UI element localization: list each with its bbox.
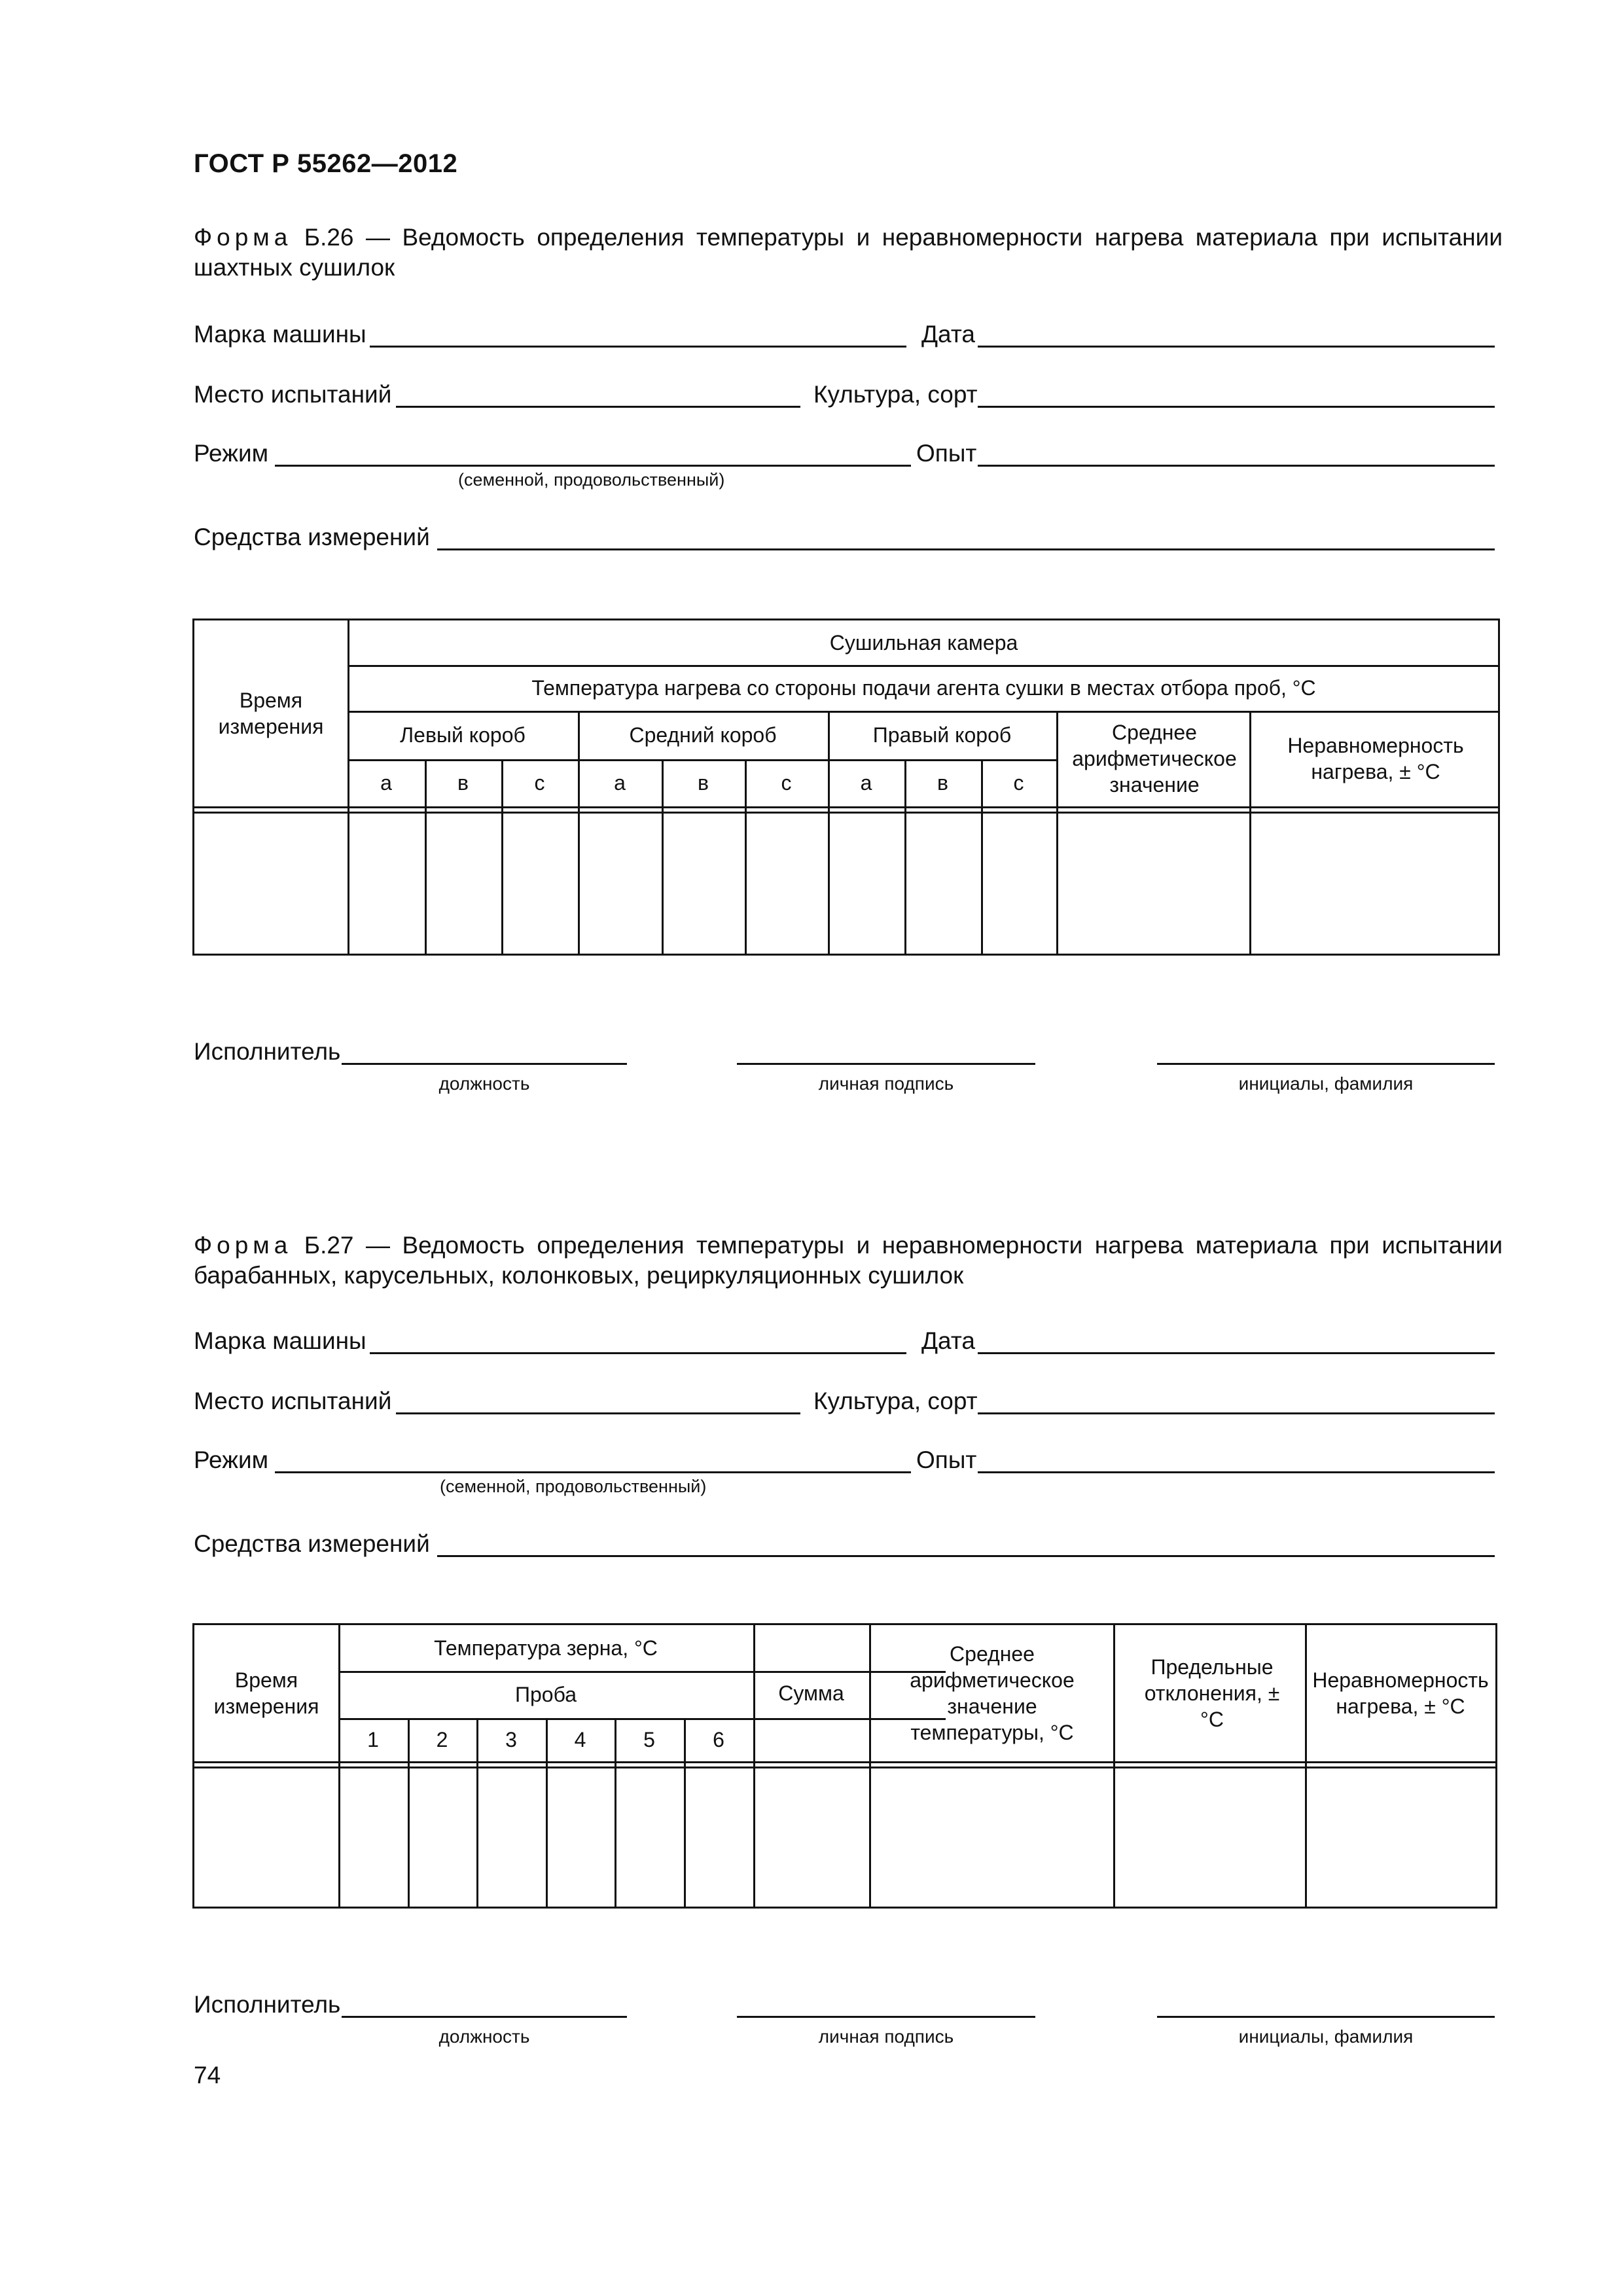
form27-culture-label: Культура, сорт	[813, 1388, 978, 1414]
form27-instruments-field[interactable]	[437, 1555, 1495, 1557]
form27-caption-prefix: Форма	[194, 1232, 293, 1259]
form26-caption	[194, 223, 1503, 283]
form26-place-label: Место испытаний	[194, 381, 392, 408]
form27-date-label: Дата	[921, 1327, 975, 1354]
form27-table-rule	[194, 1761, 1497, 1763]
form26-col-middle-box: Средний короб	[629, 723, 777, 747]
form26-col-right-box: Правый короб	[872, 723, 1012, 747]
form26-position-note: должность	[438, 1073, 530, 1094]
form26-caption-text: Б.26 — Ведомость определения температуры и неравномерности нагрева материала при испытании шахтных сушилок	[194, 224, 1503, 281]
form26-position-field[interactable]	[342, 1063, 627, 1065]
form27-name-note: инициалы, фамилия	[1238, 2026, 1414, 2047]
form27-mode-field[interactable]	[275, 1471, 911, 1473]
form26-col-chamber: Сушильная камера	[829, 631, 1018, 655]
page-number: 74	[194, 2062, 221, 2089]
form26-executor-label: Исполнитель	[194, 1038, 341, 1065]
form26-table	[192, 619, 1500, 956]
form26-sub-c: с	[1013, 771, 1024, 795]
form27-signature-note: личная подпись	[818, 2026, 954, 2047]
form27-place-label: Место испытаний	[194, 1388, 392, 1414]
form26-experiment-label: Опыт	[916, 440, 977, 467]
form27-experiment-field[interactable]	[978, 1471, 1495, 1473]
form26-sub-v: в	[457, 771, 469, 795]
form27-table	[192, 1623, 1497, 1909]
form27-sample-6: 6	[713, 1728, 724, 1751]
form26-instruments-label: Средства измерений	[194, 524, 430, 550]
form26-sub-c: с	[781, 771, 792, 795]
form26-sub-a: а	[380, 771, 392, 795]
form27-sample-3: 3	[505, 1728, 517, 1751]
form27-place-field[interactable]	[396, 1412, 800, 1414]
form26-sub-a: а	[860, 771, 872, 795]
form27-col-average: Среднее арифметическое значение температуры, °С	[910, 1642, 1075, 1744]
form27-caption	[194, 1230, 1503, 1291]
form27-position-note: должность	[438, 2026, 530, 2047]
form27-instruments-label: Средства измерений	[194, 1530, 430, 1557]
form26-date-field[interactable]	[978, 346, 1495, 348]
form26-sub-v: в	[937, 771, 948, 795]
form26-experiment-field[interactable]	[978, 465, 1495, 467]
form26-col-average: Среднее арифметическое значение	[1072, 721, 1237, 797]
form27-position-field[interactable]	[342, 2016, 627, 2018]
form26-table-rule	[1249, 711, 1251, 956]
form26-culture-field[interactable]	[978, 406, 1495, 408]
form26-place-field[interactable]	[396, 406, 800, 408]
form26-sub-a: а	[614, 771, 626, 795]
form27-sample-5: 5	[643, 1728, 655, 1751]
form26-mode-note: (семенной, продовольственный)	[458, 470, 725, 490]
form27-col-grain-temp: Температура зерна, °С	[434, 1636, 658, 1660]
form27-col-sample: Проба	[515, 1683, 577, 1706]
form27-table-rule	[1305, 1625, 1307, 1909]
form26-name-field[interactable]	[1157, 1063, 1495, 1065]
form26-col-temperature: Температура нагрева со стороны подачи агента сушки в местах отбора проб, °С	[531, 676, 1316, 700]
form27-date-field[interactable]	[978, 1352, 1495, 1354]
form26-instruments-field[interactable]	[437, 548, 1495, 550]
form26-col-nonuniformity: Неравномерность нагрева, ± °С	[1287, 734, 1464, 783]
form26-sub-c: с	[534, 771, 545, 795]
form27-executor-label: Исполнитель	[194, 1991, 341, 2018]
form27-table-rule	[869, 1625, 871, 1909]
form26-mode-label: Режим	[194, 440, 269, 467]
form27-experiment-label: Опыт	[916, 1446, 977, 1473]
form27-signature-field[interactable]	[737, 2016, 1035, 2018]
form26-caption-prefix: Форма	[194, 224, 293, 251]
form27-mode-label: Режим	[194, 1446, 269, 1473]
form26-machine-field[interactable]	[370, 346, 906, 348]
form27-col-limit-dev: Предельные отклонения, ± °С	[1144, 1655, 1280, 1731]
form26-mode-field[interactable]	[275, 465, 911, 467]
form27-sample-2: 2	[436, 1728, 448, 1751]
standard-designation: ГОСТ Р 55262—2012	[194, 149, 458, 178]
form27-sample-4: 4	[574, 1728, 586, 1751]
form26-col-time: Время измерения	[218, 689, 324, 738]
form27-sample-1: 1	[367, 1728, 379, 1751]
form27-col-nonuniformity: Неравномерность нагрева, ± °С	[1312, 1668, 1489, 1718]
form26-sub-v: в	[698, 771, 709, 795]
form27-col-sum: Сумма	[778, 1681, 844, 1705]
form27-mode-note: (семенной, продовольственный)	[440, 1477, 707, 1496]
form26-col-left-box: Левый короб	[400, 723, 526, 747]
form26-table-rule	[194, 806, 1500, 808]
form27-machine-field[interactable]	[370, 1352, 906, 1354]
form27-culture-field[interactable]	[978, 1412, 1495, 1414]
form26-table-rule	[1056, 711, 1058, 956]
form26-name-note: инициалы, фамилия	[1238, 1073, 1414, 1094]
form27-table-rule	[1113, 1625, 1115, 1909]
form26-signature-note: личная подпись	[818, 1073, 954, 1094]
form27-machine-label: Марка машины	[194, 1327, 366, 1354]
form27-col-time: Время измерения	[213, 1668, 319, 1718]
form26-date-label: Дата	[921, 321, 975, 348]
form26-table-rule	[194, 812, 1500, 814]
form26-machine-label: Марка машины	[194, 321, 366, 348]
form27-name-field[interactable]	[1157, 2016, 1495, 2018]
form26-signature-field[interactable]	[737, 1063, 1035, 1065]
form26-culture-label: Культура, сорт	[813, 381, 978, 408]
form27-table-rule	[194, 1767, 1497, 1768]
form27-caption-text: Б.27 — Ведомость определения температуры и неравномерности нагрева материала при испытании барабанных, карусельных, колонковых, рециркуляционных сушилок	[194, 1232, 1503, 1289]
